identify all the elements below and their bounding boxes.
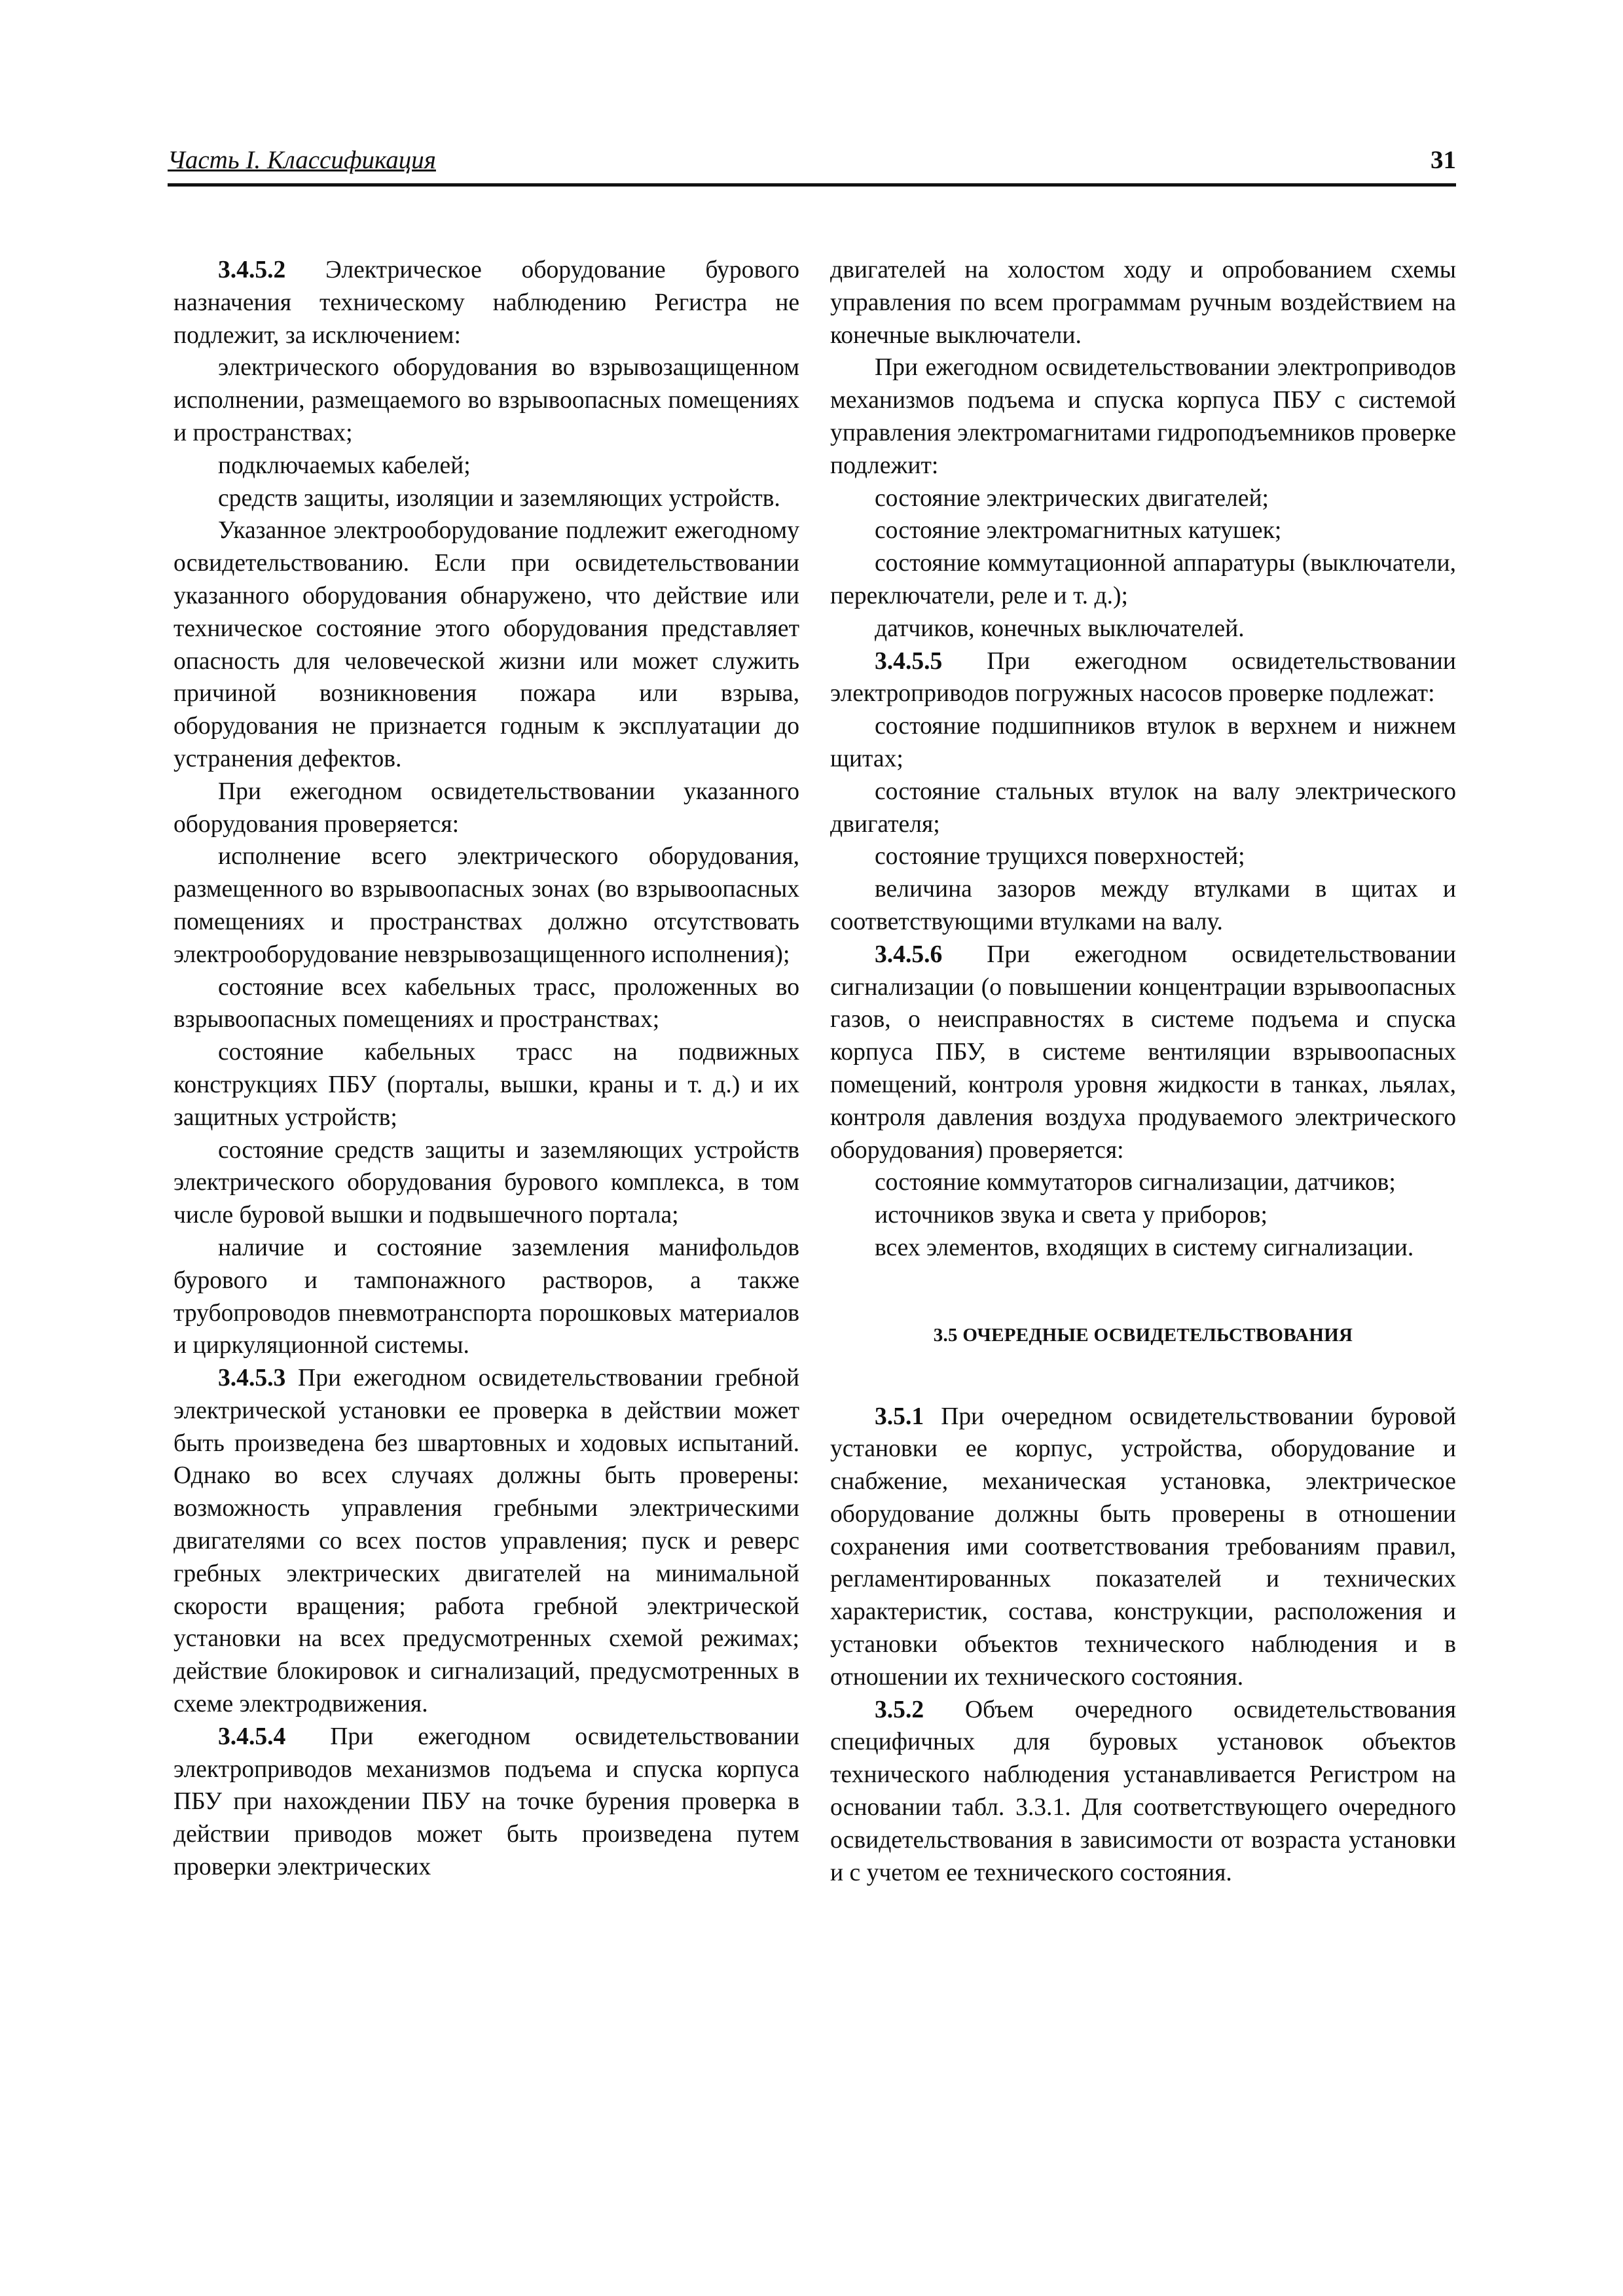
paragraph-text: При ежегодном освидетельствовании сигнализации (о повышении концентрации взрывоопасных газов, о неисправностях в системе подъема и спуска корпуса ПБУ, в системе вентиляции взрывоопасных помещений, контроля уровня жидкости в танках, льялах, контроля давления воздуха продуваемого электрического оборудования) проверяется: [830,941,1456,1164]
paragraph-text: При ежегодном освидетельствовании электроприводов погружных насосов проверке подлежат: [830,647,1456,708]
paragraph-text: При ежегодном освидетельствовании указанного оборудования проверяется: [173,778,799,838]
paragraph [830,1401,1456,1694]
paragraph [830,1694,1456,1890]
paragraph-text: состояние трущихся поверхностей; [875,843,1245,870]
paragraph [830,1232,1456,1265]
paragraph [830,514,1456,547]
paragraph-text: состояние электромагнитных катушек; [875,517,1282,545]
paragraph-text: При ежегодном освидетельствовании электроприводов механизмов подъема и спуска корпуса ПБУ при нахождении ПБУ на точке бурения проверка в действии приводов может быть произведена путем проверки электрических [173,1723,799,1881]
paragraph-text: подключаемых кабелей; [218,452,471,479]
paragraph [830,776,1456,841]
paragraph [173,1362,799,1721]
paragraph [173,351,799,449]
paragraph [830,939,1456,1167]
right-column [830,254,1456,1889]
clause-number: 3.4.5.6 [875,941,943,968]
paragraph [830,873,1456,939]
left-column [173,254,799,1884]
paragraph-text: величина зазоров между втулками в щитах и соответствующими втулками на валу. [830,876,1456,935]
paragraph [830,613,1456,645]
paragraph-text: состояние подшипников втулок в верхнем и нижнем щитах; [830,713,1456,772]
paragraph-text: наличие и состояние заземления манифольдов бурового и тампонажного растворов, а также трубопроводов пневмотранспорта порошковых материалов и циркуляционной системы. [173,1234,799,1359]
paragraph [830,840,1456,873]
paragraph-text: средств защиты, изоляции и заземляющих устройств. [218,484,780,512]
paragraph [830,710,1456,776]
paragraph [173,482,799,515]
paragraph-text: состояние кабельных трасс на подвижных конструкциях ПБУ (порталы, вышки, краны и т. д.) и их защитных устройств; [173,1039,799,1131]
paragraph [830,254,1456,351]
paragraph [173,1721,799,1884]
paragraph-text: состояние всех кабельных трасс, проложенных во взрывоопасных помещениях и пространствах; [173,973,799,1033]
paragraph [173,1134,799,1232]
paragraph-text: состояние средств защиты и заземляющих устройств электрического оборудования бурового комплекса, в том числе буровой вышки и подвышечного портала; [173,1136,799,1229]
paragraph-text: исполнение всего электрического оборудования, размещенного во взрывоопасных зонах (во взрывоопасных помещениях и пространствах должно отсутствовать электрооборудование невзрывозащищенного исполнения); [173,843,799,968]
section-heading: 3.5 ОЧЕРЕДНЫЕ ОСВИДЕТЕЛЬСТВОВАНИЯ [933,1324,1353,1346]
clause-number: 3.4.5.5 [875,647,943,675]
paragraph [830,1166,1456,1199]
paragraph [173,514,799,775]
clause-number: 3.4.5.2 [218,257,286,283]
paragraph [173,1036,799,1134]
paragraph [830,645,1456,711]
paragraph [173,971,799,1037]
clause-number: 3.4.5.3 [218,1365,286,1392]
paragraph-text: состояние электрических двигателей; [875,484,1269,512]
paragraph-text: При очередном освидетельствовании буровой установки ее корпус, устройства, оборудование и снабжение, механическая установка, электрическое оборудование должны быть проверены в отношении сохранения ими соответствования требованиям правил, регламентированных показателей и технических характеристик, состава, конструкции, расположения и установки объектов технического наблюдения и в отношении их технического состояния. [830,1403,1456,1691]
paragraph-text: датчиков, конечных выключателей. [875,615,1245,642]
paragraph-text: источников звука и света у приборов; [875,1202,1267,1229]
paragraph-text: электрического оборудования во взрывозащищенном исполнении, размещаемого во взрывоопасных помещениях и пространствах; [173,354,799,446]
paragraph-text: состояние коммутаторов сигнализации, датчиков; [875,1169,1396,1196]
paragraph [173,254,799,351]
paragraph-text: Указанное электрооборудование подлежит ежегодному освидетельствованию. Если при освидетельствовании указанного оборудования обнаружено, что действие или техническое состояние этого оборудования представляет опасность для человеческой жизни или может служить причиной возникновения пожара или взрыва, оборудования не признается годным к эксплуатации до устранения дефектов. [173,517,799,772]
paragraph-text: двигателей на холостом ходу и опробованием схемы управления по всем программам ручным воздействием на конечные выключатели. [830,257,1456,349]
paragraph [830,547,1456,613]
paragraph [830,351,1456,482]
paragraph-text: состояние коммутационной аппаратуры (выключатели, переключатели, реле и т. д.); [830,550,1456,609]
page-header [168,143,1456,187]
clause-number: 3.5.2 [875,1696,924,1723]
paragraph [173,450,799,482]
clause-number: 3.4.5.4 [218,1723,286,1750]
paragraph-text: При ежегодном освидетельствовании гребной электрической установки ее проверка в действии может быть произведена без швартовных и ходовых испытаний. Однако во всех случаях должны быть проверены: возможность управления гребными электрическими двигателями со всех постов управления; пуск и реверс гребных электрических двигателей на минимальной скорости вращения; работа гребной электрической установки на всех предусмотренных схемой режимах; действие блокировок и сигнализаций, предусмотренных в схеме электродвижения. [173,1365,799,1718]
clause-number: 3.5.1 [875,1403,924,1430]
paragraph [173,776,799,841]
paragraph-text: состояние стальных втулок на валу электрического двигателя; [830,778,1456,838]
paragraph [173,840,799,971]
paragraph-text: Электрическое оборудование бурового назначения техническому наблюдению Регистра не подлежит, за исключением: [173,257,799,349]
paragraph-text: Объем очередного освидетельствования специфичных для буровых установок объектов технического наблюдения устанавливается Регистром на основании табл. 3.3.1. Для соответствующего очередного освидетельствования в зависимости от возраста установки и с учетом ее технического состояния. [830,1696,1456,1886]
paragraph [830,482,1456,515]
paragraph [830,1199,1456,1232]
running-title: Часть I. Классификация [168,146,436,174]
paragraph-text: всех элементов, входящих в систему сигнализации. [875,1234,1414,1261]
page-number: 31 [1431,146,1456,174]
paragraph-text: При ежегодном освидетельствовании электроприводов механизмов подъема и спуска корпуса ПБУ с системой управления электромагнитами гидроподъемников проверке подлежит: [830,354,1456,479]
paragraph [173,1232,799,1362]
